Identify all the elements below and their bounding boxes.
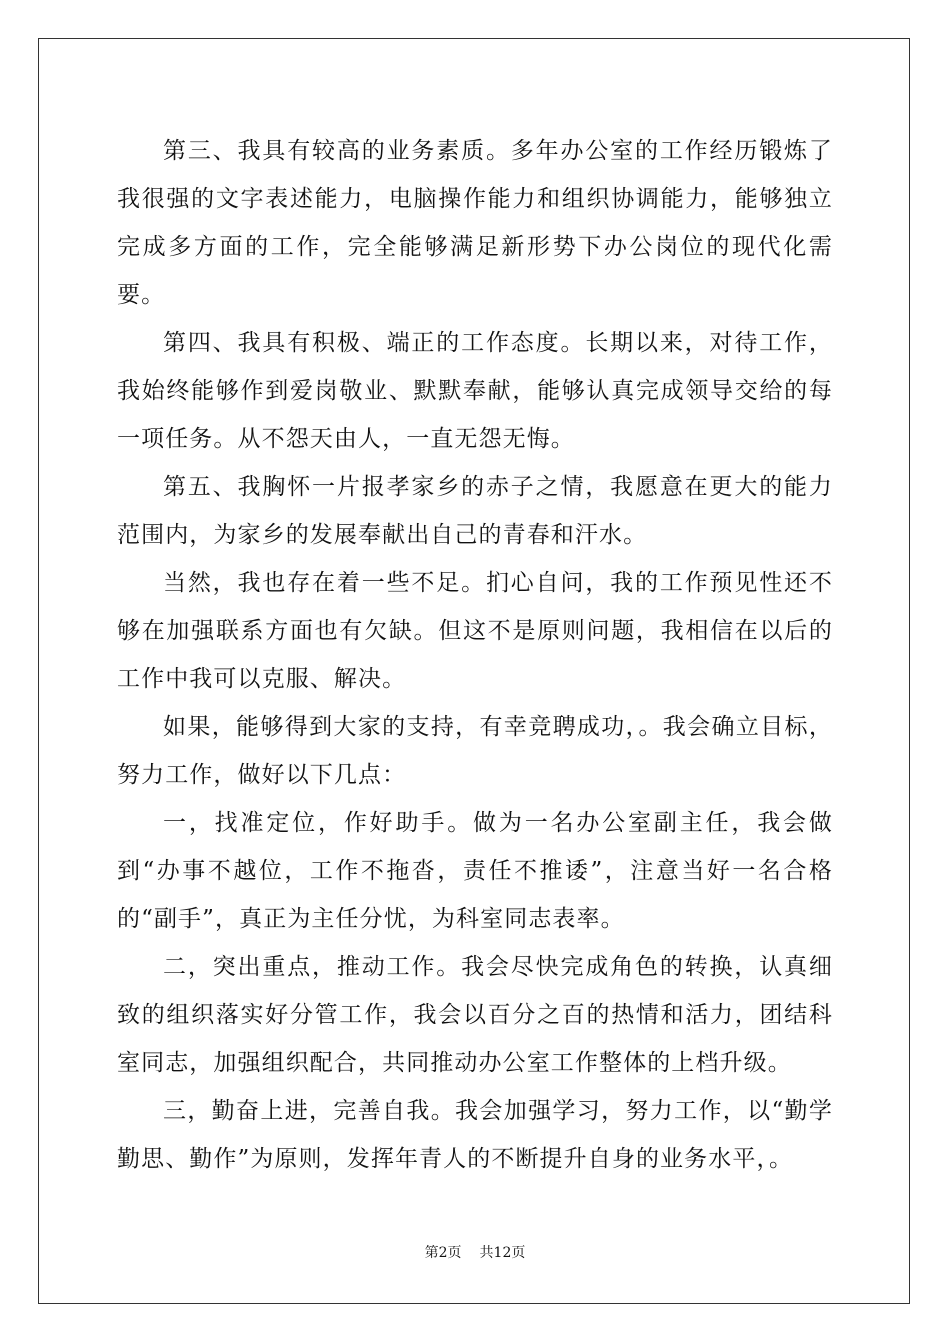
paragraph: 当然，我也存在着一些不足。扪心自问，我的工作预见性还不够在加强联系方面也有欠缺。但这不是原则问题，我相信在以后的工作中我可以克服、解决。 (117, 570, 833, 692)
paragraph: 如果，能够得到大家的支持，有幸竞聘成功，。我会确立目标，努力工作，做好以下几点： (117, 714, 833, 788)
paragraph: 一，找准定位，作好助手。做为一名办公室副主任，我会做到“办事不越位，工作不拖沓，责任不推诿”，注意当好一名合格的“副手”，真正为主任分忧，为科室同志表率。 (117, 810, 833, 932)
paragraph: 三，勤奋上进，完善自我。我会加强学习，努力工作，以“勤学勤思、勤作”为原则，发挥年青人的不断提升自身的业务水平，。 (117, 1098, 833, 1172)
page-footer (0, 1243, 950, 1263)
page-total: 共12页 (479, 1245, 526, 1261)
paragraph: 第四、我具有积极、端正的工作态度。长期以来，对待工作，我始终能够作到爱岗敬业、默默奉献，能够认真完成领导交给的每一项任务。从不怨天由人，一直无怨无悔。 (117, 330, 833, 452)
paragraph: 二，突出重点，推动工作。我会尽快完成角色的转换，认真细致的组织落实好分管工作，我会以百分之百的热情和活力，团结科室同志，加强组织配合，共同推动办公室工作整体的上档升级。 (117, 954, 833, 1076)
page-number: 第2页 (424, 1245, 462, 1261)
document-body (117, 127, 833, 1183)
paragraph: 第三、我具有较高的业务素质。多年办公室的工作经历锻炼了我很强的文字表述能力，电脑操作能力和组织协调能力，能够独立完成多方面的工作，完全能够满足新形势下办公岗位的现代化需要。 (117, 138, 833, 308)
paragraph: 第五、我胸怀一片报孝家乡的赤子之情，我愿意在更大的能力范围内，为家乡的发展奉献出自己的青春和汗水。 (117, 474, 833, 548)
